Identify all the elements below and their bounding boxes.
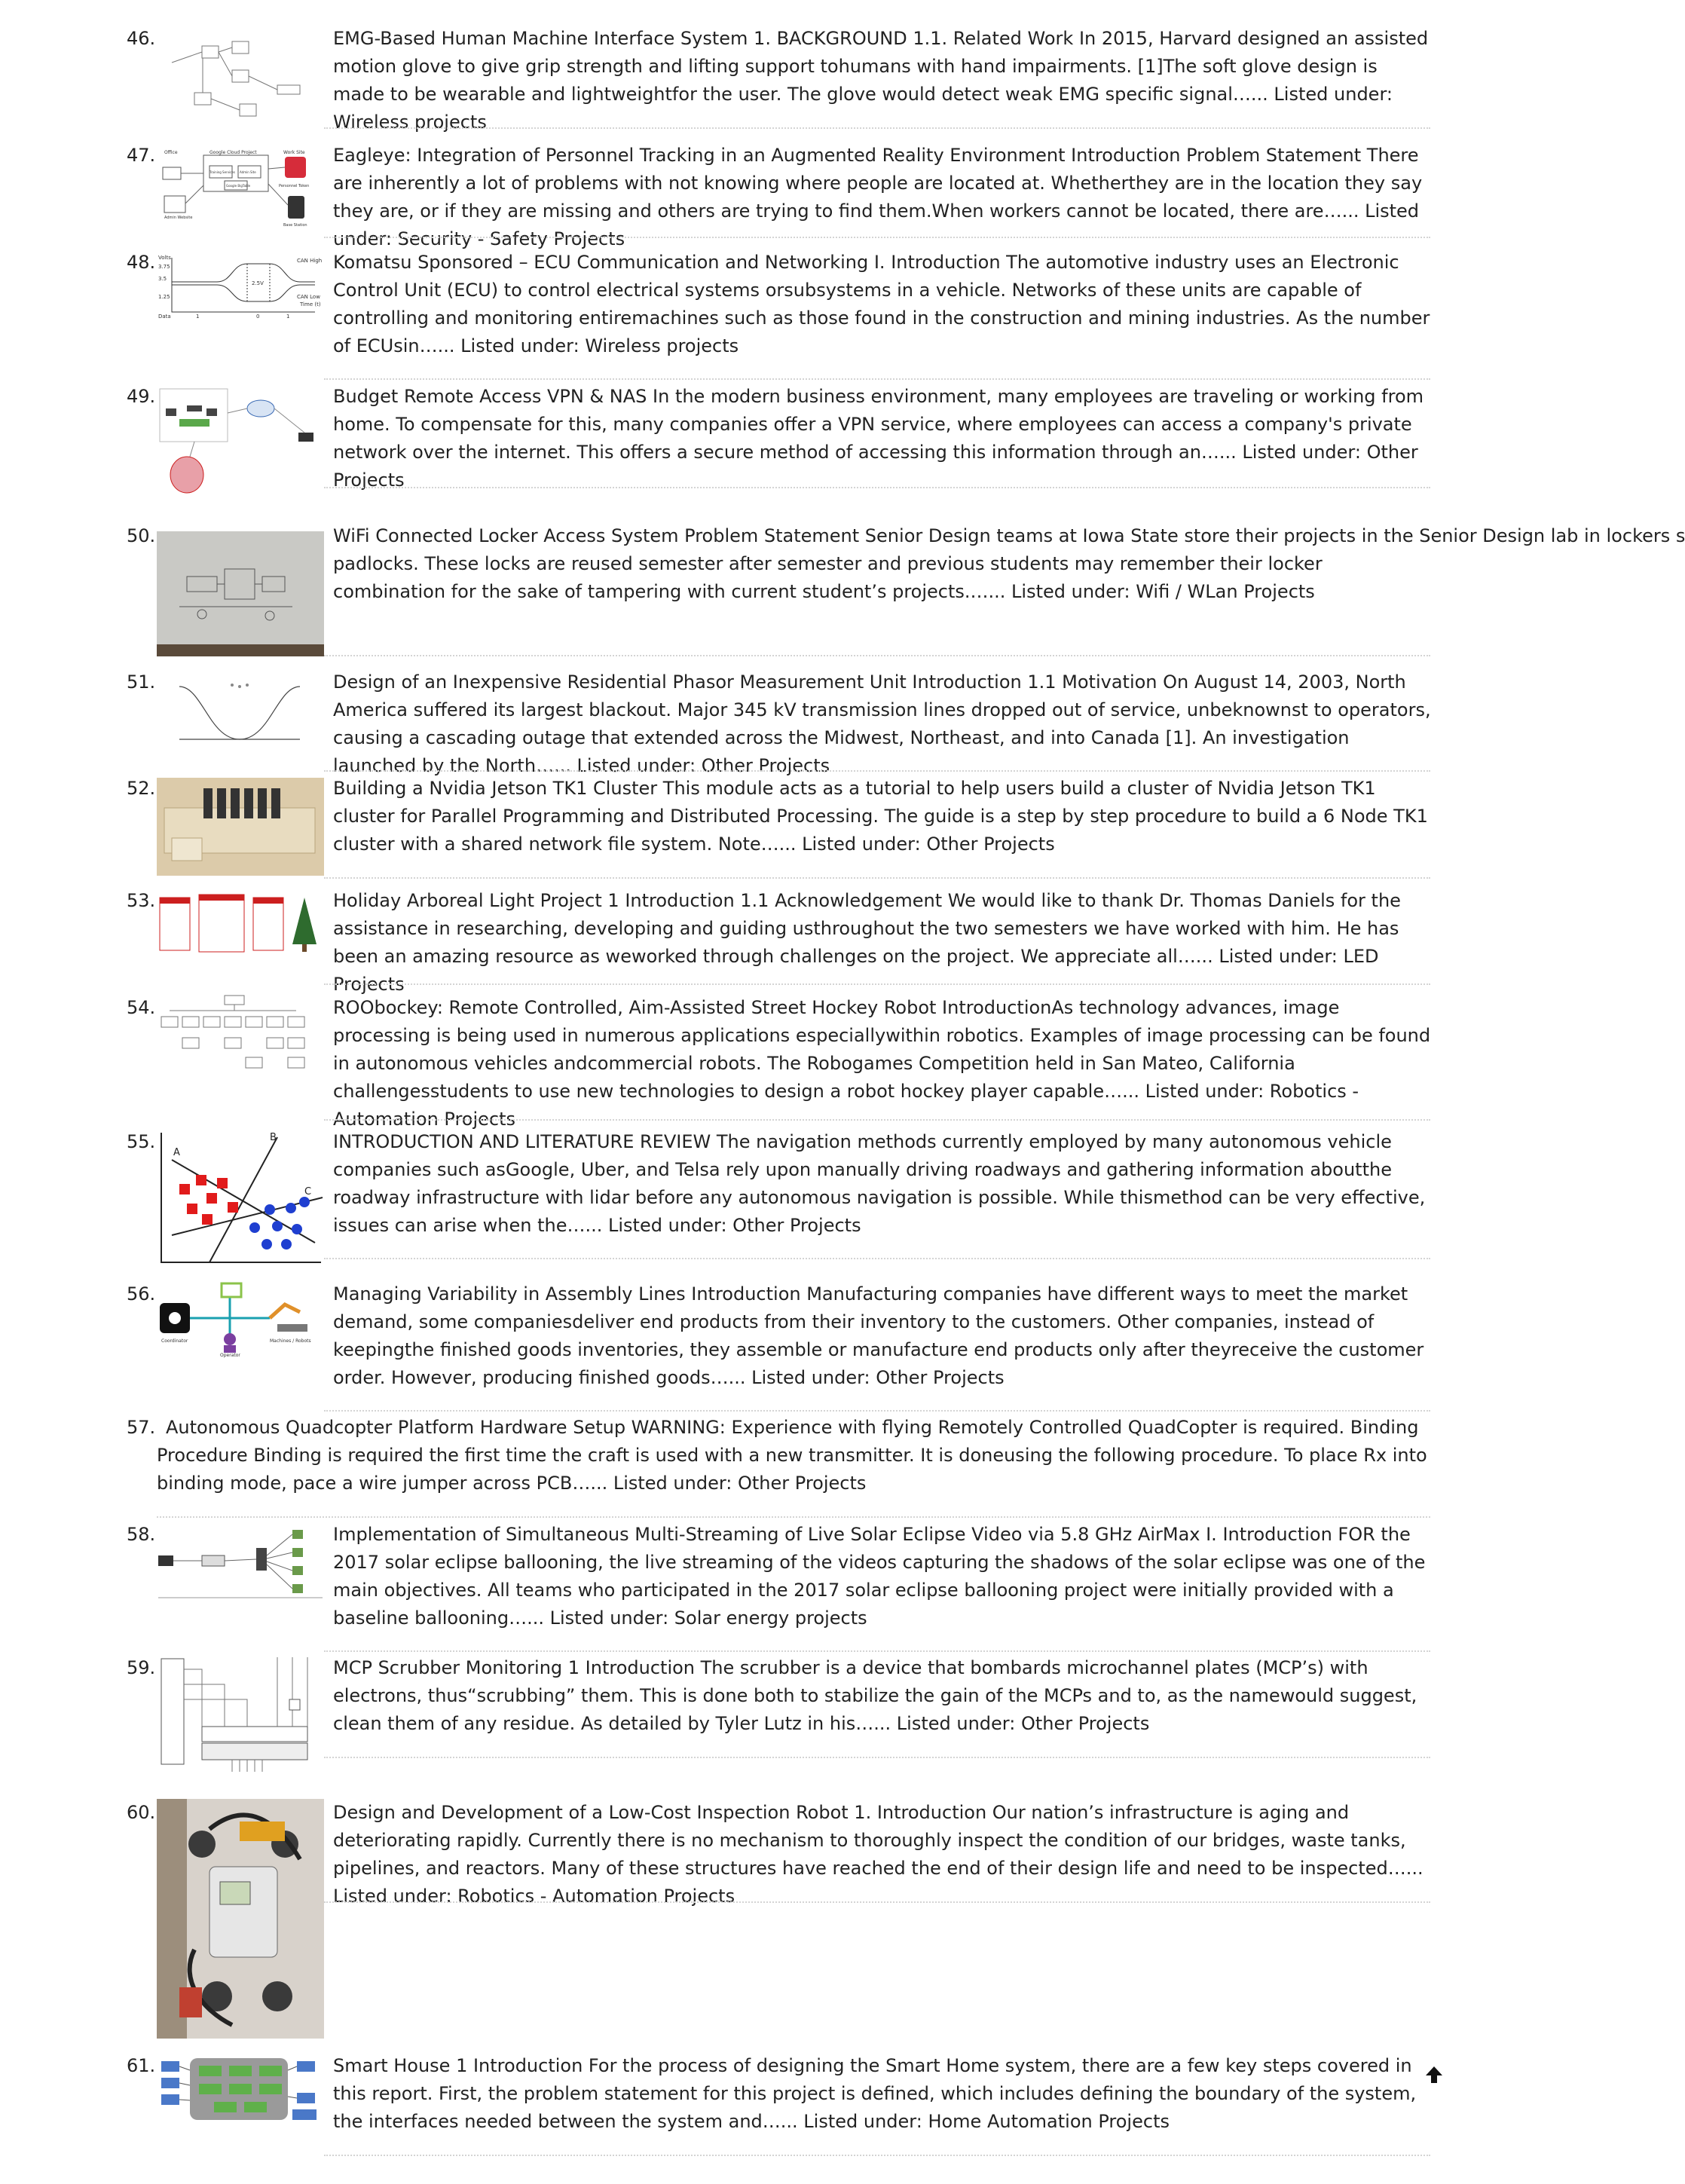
item-description[interactable]: Budget Remote Access VPN & NAS In the modern business environment, many employees are traveling or working from home. To compensate for this, many companies offer a VPN service, where employees can access a company's private network over the internet. This offers a secure method of accessing this information through an…... Listed under: Other Projects — [333, 386, 1424, 491]
thumb-label: Machines / Robots — [270, 1338, 311, 1344]
item-description[interactable]: Komatsu Sponsored – ECU Communication and Networking I. Introduction The automotive industry uses an Electronic Control Unit (ECU) to control electrical systems orsubsystems in a vehicle. Networks of these units are capable of controlling and monitoring entiremachines such as those found in the construction and mining industries. As the number of ECUsin…... Listed under: Wireless projects — [333, 252, 1430, 356]
thumb-label: CAN High — [297, 258, 323, 264]
thumb-label: B — [270, 1132, 277, 1143]
thumb-label: C — [304, 1186, 312, 1198]
thumb-label: Work Site — [283, 150, 305, 155]
separator — [324, 237, 1430, 238]
classification-plot-thumbnail — [157, 1130, 324, 1265]
thumb-label: 3.5 — [158, 276, 167, 282]
thumbnail-image[interactable] — [157, 994, 324, 1084]
separator — [157, 1516, 1430, 1518]
item-number: 48. — [127, 252, 156, 273]
thumbnail-image[interactable] — [157, 778, 324, 876]
thumb-label: Base Station — [283, 223, 307, 228]
separator — [324, 983, 1430, 985]
thumb-label: Data — [158, 314, 171, 320]
item-number: 47. — [127, 145, 156, 166]
item-description[interactable]: Design and Development of a Low-Cost Inspection Robot 1. Introduction Our nation’s infrastructure is aging and deteriorating rapidly. Currently there is no mechanism to thoroughly inspect the condition of our bridges, waste tanks, pipelines, and reactors. Many of these structures have reached the end of their design life and need to be inspected…... Listed under: Robotics - Automation Projects — [333, 1802, 1424, 1907]
thumbnail-image[interactable] — [157, 1525, 324, 1604]
can-signal-plot-thumbnail — [157, 252, 324, 320]
thumbnail-image[interactable] — [157, 1799, 324, 2039]
thumbnail-image[interactable] — [157, 1130, 324, 1265]
item-description[interactable]: padlocks. These locks are reused semester after semester and previous students may remember their locker combination for the sake of tampering with current student’s projects.…... Listed under: Wifi / WLan Projects — [333, 553, 1323, 602]
separator — [324, 1410, 1430, 1412]
smart-house-diagram-thumbnail — [157, 2055, 324, 2123]
item-description[interactable]: Eagleye: Integration of Personnel Tracking in an Augmented Reality Environment Introduction Problem Statement There are inherently a lot of problems with not knowing where people are located at. Whetherthey are in the location they say they are, or if they are missing and others are trying to find them.When workers cannot be located, there are…... Listed under: Security - Safety Projects — [333, 145, 1423, 249]
separator — [324, 655, 1430, 656]
thumb-label: Google Cloud Project — [209, 150, 257, 155]
thumb-label: Coordinator — [161, 1338, 188, 1344]
inspection-robot-photo-thumbnail — [157, 1799, 324, 2039]
thumbnail-image[interactable] — [157, 2055, 324, 2123]
thumb-label: Office — [164, 150, 178, 155]
item-description[interactable]: Holiday Arboreal Light Project 1 Introduction 1.1 Acknowledgement We would like to thank Dr. Thomas Daniels for the assistance in researching, developing and guiding usthroughout the two semesters we have worked with him. He has been an amazing resource as weworked through challenges on the project. We appreciate all…... Listed under: LED Projects — [333, 890, 1401, 995]
separator — [324, 770, 1430, 772]
thumb-label: 1 — [196, 314, 200, 320]
block-diagram-thumbnail — [157, 32, 324, 145]
item-number: 50. — [127, 525, 156, 546]
separator — [324, 1258, 1430, 1259]
item-description[interactable]: Implementation of Simultaneous Multi-Streaming of Live Solar Eclipse Video via 5.8 GHz AirMax I. Introduction FOR the 2017 solar eclipse ballooning, the live streaming of the videos capturing the shadows of the solar eclipse was one of the main objectives. All teams who participated in the 2017 solar eclipse ballooning project were initially provided with a baseline ballooning…... Listed under: Solar energy projects — [333, 1524, 1426, 1629]
item-number: 51. — [127, 671, 156, 693]
item-description[interactable]: INTRODUCTION AND LITERATURE REVIEW The navigation methods currently employed by many autonomous vehicle companies such asGoogle, Uber, and Telsa rely upon manually driving roadways and gathering information aboutthe roadway infrastructure with lidar before any autonomous navigation is possible. While thismethod can be very effective, issues can arise when the…... Listed under: Other Projects — [333, 1131, 1426, 1236]
network-diagram-thumbnail — [157, 386, 324, 499]
item-number: 52. — [127, 778, 156, 799]
whiteboard-photo-thumbnail — [157, 531, 324, 656]
item-number: 53. — [127, 890, 156, 911]
item-description[interactable]: MCP Scrubber Monitoring 1 Introduction The scrubber is a device that bombards microchannel plates (MCP’s) with electrons, thus“scrubbing” them. This is done both to stabilize the gain of the MCPs and to, as the namewould suggest, clean them of any residue. As detailed by Tyler Lutz in his…... Listed under: Other Projects — [333, 1657, 1417, 1734]
item-number: 56. — [127, 1283, 156, 1305]
item-description[interactable]: Smart House 1 Introduction For the process of designing the Smart Home system, there are a few key steps covered in this report. First, the problem statement for this project is defined, which includes defining the boundary of the system, the interfaces needed between the system and…... Listed under: Home Automation Projects — [333, 2055, 1417, 2132]
thumbnail-image[interactable] — [157, 386, 324, 499]
separator — [324, 378, 1430, 380]
thumb-label: 1.25 — [158, 294, 170, 300]
thumbnail-image[interactable] — [157, 32, 324, 145]
item-number: 55. — [127, 1131, 156, 1152]
item-description-line[interactable]: WiFi Connected Locker Access System Problem Statement Senior Design teams at Iowa State store their projects in the Senior Design lab in lockers s — [333, 525, 1685, 546]
item-number: 60. — [127, 1802, 156, 1823]
item-number: 54. — [127, 997, 156, 1018]
thumbnail-image[interactable] — [157, 1654, 324, 1775]
separator — [324, 877, 1430, 879]
arrow-up-icon[interactable] — [1423, 2063, 1445, 2086]
thumb-label: A — [173, 1147, 180, 1158]
thumb-label: Time (t) — [300, 301, 321, 307]
item-number: 61. — [127, 2055, 156, 2076]
thumb-label: Admin Website — [164, 216, 193, 220]
system-block-diagram-thumbnail — [157, 994, 324, 1084]
separator — [324, 2155, 1430, 2156]
item-number: 49. — [127, 386, 156, 407]
item-description[interactable]: EMG-Based Human Machine Interface System 1. BACKGROUND 1.1. Related Work In 2015, Harvard designed an assisted motion glove to give grip strength and lifting support tohumans with hand impairments. [1]The soft glove design is made to be wearable and lightweightfor the user. The glove would detect weak EMG specific signal…... Listed under: Wireless projects — [333, 28, 1429, 133]
item-number: 57. — [127, 1417, 156, 1438]
thumb-label: Admin Site — [240, 170, 256, 174]
separator — [324, 1757, 1430, 1758]
thumbnail-image[interactable] — [157, 671, 324, 754]
thumb-label: 0 — [256, 314, 260, 320]
item-number: 59. — [127, 1657, 156, 1678]
separator — [324, 487, 1430, 488]
item-description[interactable]: Autonomous Quadcopter Platform Hardware Setup WARNING: Experience with flying Remotely Controlled QuadCopter is required. Binding Procedure Binding is required the first time the craft is used with a new transmitter. It is doneusing the following procedure. To place Rx into binding mode, pace a wire jumper across PCB…... Listed under: Other Projects — [157, 1417, 1427, 1494]
thumbnail-image[interactable] — [157, 1282, 324, 1357]
thumb-label: Personnel Token — [279, 184, 310, 188]
thumb-label: Volts — [158, 255, 171, 261]
item-description[interactable]: Design of an Inexpensive Residential Phasor Measurement Unit Introduction 1.1 Motivation On August 14, 2003, North America suffered its largest blackout. Major 345 kV transmission lines dropped out of service, unbeknownst to operators, causing a cascading outage that extended across the Midwest, Northeast, and into Canada [1]. An investigation launched by the North…... Listed under: Other Projects — [333, 671, 1431, 776]
item-description[interactable]: ROObockey: Remote Controlled, Aim-Assisted Street Hockey Robot IntroductionAs technology advances, image processing is being used in numerous applications especiallywithin robotics. Examples of image processing can be found in autonomous vehicles andcommercial robots. The Robogames Competition held in San Mateo, California challengesstudents to use new technologies to design a robot hockey player capable…... Listed under: Robotics - Automation Projects — [333, 997, 1431, 1130]
cluster-photo-thumbnail — [157, 778, 324, 876]
separator — [324, 1650, 1430, 1652]
thumb-label: 3.75 — [158, 264, 170, 270]
phasor-waveform-thumbnail — [157, 671, 324, 754]
item-number: 46. — [127, 28, 156, 49]
item-description[interactable]: Managing Variability in Assembly Lines Introduction Manufacturing companies have different ways to meet the market demand, some companiesdeliver end products from their inventory to the customers. Other companies, instead of keepingthe finished goods inventories, they assemble or manufacture end products only after theyreceive the customer order. However, producing finished goods…... Listed under: Other Projects — [333, 1283, 1424, 1388]
thumb-label: 2.5V — [252, 280, 264, 286]
thumb-label: Operator — [220, 1353, 240, 1358]
item-description[interactable]: Building a Nvidia Jetson TK1 Cluster This module acts as a tutorial to help users build a cluster of Nvidia Jetson TK1 cluster for Parallel Programming and Distributed Processing. The guide is a step by step procedure to build a 6 Node TK1 cluster with a shared network file system. Note…... Listed under: Other Projects — [333, 778, 1428, 855]
thumb-label: 1 — [286, 314, 290, 320]
thumb-label: Google BigTable — [226, 184, 251, 188]
separator — [324, 1119, 1430, 1121]
assembly-line-diagram-thumbnail — [157, 1282, 324, 1357]
thumbnail-image[interactable] — [157, 146, 324, 232]
thumbnail-image[interactable] — [157, 892, 324, 959]
thumbnail-image[interactable] — [157, 252, 324, 320]
streaming-network-diagram-thumbnail — [157, 1525, 324, 1604]
thumb-label: CAN Low — [297, 294, 320, 300]
light-project-diagram-thumbnail — [157, 892, 324, 959]
thumbnail-image[interactable] — [157, 531, 324, 656]
item-number: 58. — [127, 1524, 156, 1545]
separator — [324, 127, 1430, 129]
thumb-label: Training Services — [209, 170, 235, 174]
separator — [324, 1901, 1430, 1903]
circuit-wiring-thumbnail — [157, 1654, 324, 1775]
architecture-diagram-thumbnail — [157, 146, 324, 232]
